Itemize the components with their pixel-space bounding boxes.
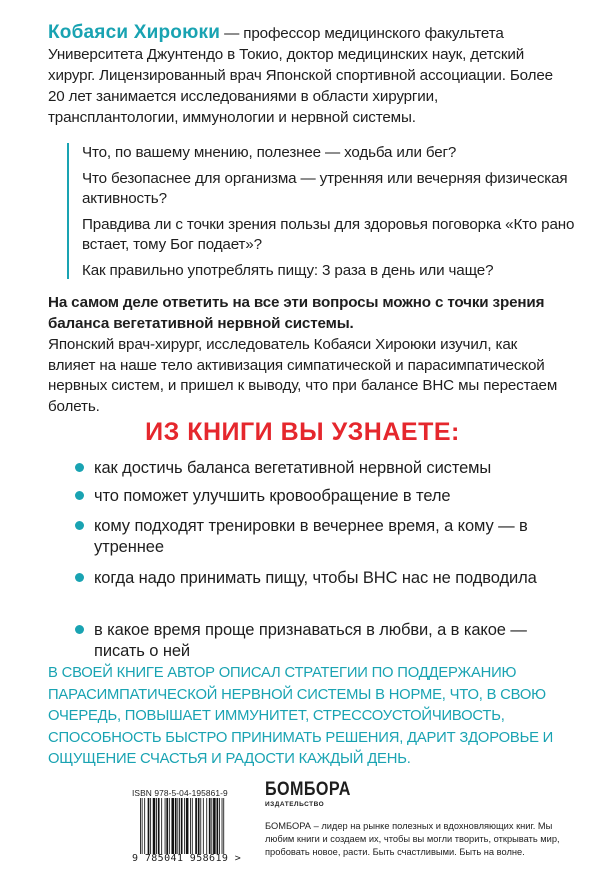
barcode-bar [198, 798, 200, 854]
isbn-label: ISBN 978-5-04-195861-9 [132, 788, 228, 798]
barcode-bar [144, 798, 145, 854]
barcode-bar [184, 798, 185, 854]
answer-paragraph: На самом деле ответить на все эти вопросы можно с точки зрения баланса вегетативной нервной системы. [48, 294, 545, 332]
barcode-bar [195, 798, 197, 854]
barcode-bar [217, 798, 219, 854]
barcode-bar [219, 798, 220, 854]
publisher-logo: БОМБОРА [265, 779, 351, 800]
barcode [132, 788, 250, 866]
publisher-subtitle: ИЗДАТЕЛЬСТВО [265, 801, 325, 808]
publisher-description: БОМБОРА – лидер на рынке полезных и вдохновляющих книг. Мы любим книги и создаем их, чтобы вы могли творить, открывать мир, пробовать новое, расти. Быть счастливыми. Быть на волне. [265, 821, 560, 857]
question-item: Что, по вашему мнению, полезнее — ходьба или бег? [82, 144, 457, 161]
research-paragraph: Японский врач-хирург, исследователь Кобаяси Хироюки изучил, как влияет на наше тело активизация симпатической и парасимпатической нервных систем, и пришел к выводу, что при балансе ВНС мы перестаем болеть. [48, 336, 558, 415]
bullet-dot-icon [75, 463, 84, 472]
barcode-bar [200, 798, 201, 854]
barcode-bar [171, 798, 174, 854]
learn-item-text: в какое время проще признаваться в любви, а в какое — писать о ней [94, 621, 527, 660]
barcode-bar [181, 798, 183, 854]
publisher-block [265, 779, 585, 857]
barcode-bar [166, 798, 168, 854]
question-item: Правдива ли с точки зрения пользы для здоровья поговорка «Кто рано встает, тому Бог подает»? [82, 216, 575, 253]
learn-item-text: что поможет улучшить кровообращение в теле [94, 487, 451, 505]
bullet-dot-icon [75, 491, 84, 500]
questions-block [67, 143, 582, 279]
summary-paragraph: В СВОЕЙ КНИГЕ АВТОР ОПИСАЛ СТРАТЕГИИ ПО ПОДДЕРЖАНИЮ ПАРАСИМПАТИЧЕСКОЙ НЕРВНОЙ СИСТЕМЫ В НОРМЕ, ЧТО, В СВОЮ ОЧЕРЕДЬ, ПОВЫШАЕТ ИММУНИТЕТ, СТРЕССОУСТОЙЧИВОСТЬ, СПОСОБНОСТЬ БЫСТРО ПРИНИМАТЬ РЕШЕНИЯ, ДАРИТ ЗДОРОВЬЕ И ОЩУЩЕНИЕ СЧАСТЬЯ И РАДОСТИ КАЖДЫЙ ДЕНЬ. [48, 665, 554, 767]
barcode-number: 9 785041 958619 > [132, 853, 242, 864]
bullet-dot-icon [75, 521, 84, 530]
barcode-bar [223, 798, 224, 854]
bullet-dot-icon [75, 573, 84, 582]
barcode-bar [153, 798, 156, 854]
barcode-bar [142, 798, 143, 854]
barcode-bar [177, 798, 178, 854]
barcode-bar [156, 798, 157, 854]
barcode-bar [169, 798, 170, 854]
barcode-bar [165, 798, 166, 854]
question-item: Как правильно употреблять пищу: 3 раза в день или чаще? [82, 262, 494, 279]
barcode-bar [150, 798, 151, 854]
learn-heading: ИЗ КНИГИ ВЫ УЗНАЕТЕ: [145, 418, 460, 446]
barcode-bar [206, 798, 207, 854]
learn-item-text: как достичь баланса вегетативной нервной системы [94, 459, 492, 477]
barcode-bar [158, 798, 160, 854]
barcode-bar [213, 798, 216, 854]
barcode-bar [175, 798, 177, 854]
barcode-bar [209, 798, 211, 854]
barcode-bar [192, 798, 193, 854]
learn-item-text: кому подходят тренировки в вечернее время, а кому — в утреннее [94, 517, 528, 556]
barcode-bar [203, 798, 204, 854]
barcode-bar [186, 798, 189, 854]
barcode-bar [148, 798, 150, 854]
barcode-bar [140, 798, 141, 854]
barcode-bar [211, 798, 212, 854]
barcode-bar [179, 798, 180, 854]
barcode-bar [222, 798, 223, 854]
barcode-bar [161, 798, 162, 854]
barcode-bar [190, 798, 191, 854]
author-bio: — профессор медицинского факультета Университета Джунтендо в Токио, доктор медицинских наук, детский хирург. Лицензированный врач Японской спортивной ассоциации. Более 20 лет занимается исследованиями в области хирургии, трансплантологии, иммунологии и нервной системы. [48, 25, 553, 126]
learn-item-text: когда надо принимать пищу, чтобы ВНС нас не подводила [94, 569, 537, 587]
bullet-dot-icon [75, 625, 84, 634]
question-item: Что безопаснее для организма — утренняя или вечерняя физическая активность? [82, 170, 568, 207]
barcode-bars [140, 798, 250, 854]
author-paragraph [48, 22, 568, 128]
author-name: Кобаяси Хироюки [48, 22, 221, 43]
